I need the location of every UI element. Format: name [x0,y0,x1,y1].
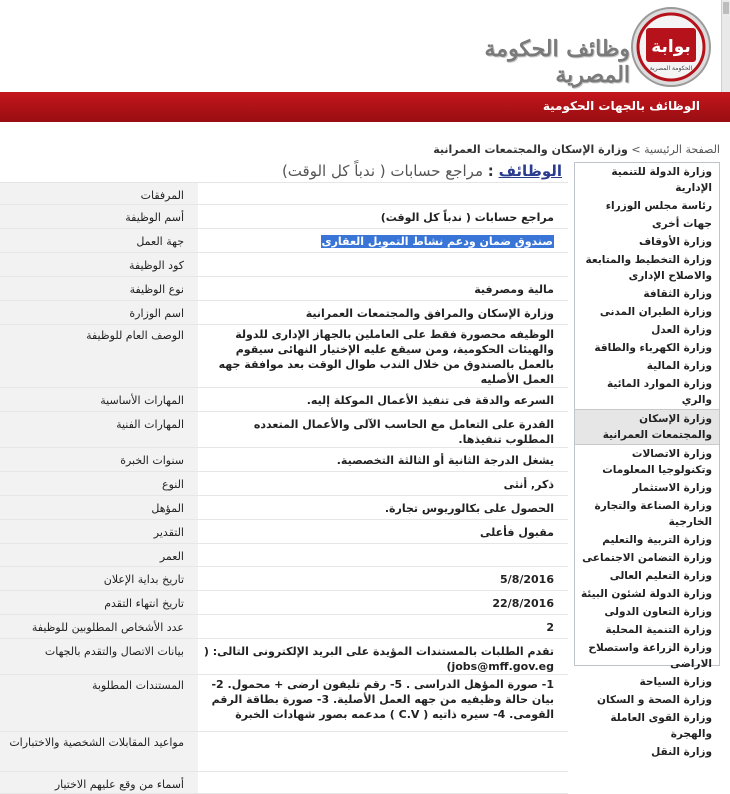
detail-value [198,543,568,566]
site-header [0,0,730,92]
detail-value: 5/8/2016 [198,566,568,590]
detail-value [198,771,568,793]
detail-label: المهارات الأساسية [0,387,198,411]
detail-label: مواعيد المقابلات الشخصية والاختبارات [0,731,198,771]
ministries-sidebar [574,162,720,758]
detail-row [0,566,568,590]
detail-row [0,614,568,638]
detail-value: 22/8/2016 [198,590,568,614]
detail-value: مراجع حسابات ( ندباً كل الوقت) [198,204,568,228]
detail-label: المرفقات [0,183,198,204]
detail-value [198,731,568,771]
logo-text: بوابة [651,37,691,57]
job-detail-panel [0,160,568,794]
breadcrumb-current: وزارة الإسكان والمجتمعات العمرانية [433,143,628,156]
sidebar-item[interactable]: وزارة العدل [651,324,712,336]
detail-value: وزارة الإسكان والمرافق والمجتمعات العمرانية [198,300,568,324]
sidebar-item[interactable]: وزارة الموارد المائية والري [606,378,712,406]
sidebar-item[interactable]: وزارة القوى العاملة والهجرة [610,712,712,740]
breadcrumb [433,143,720,156]
detail-label: عدد الأشخاص المطلوبين للوظيفة [0,614,198,638]
detail-row [0,638,568,674]
detail-row [0,674,568,731]
detail-label: التقدير [0,519,198,543]
detail-label: نوع الوظيفة [0,276,198,300]
detail-row [0,731,568,771]
highlighted-text[interactable]: صندوق ضمان ودعم نشاط التمويل العقارى [321,234,553,248]
sidebar-item[interactable]: جهات أخرى [652,218,712,230]
sidebar-item[interactable]: وزارة الدولة للتنمية الإدارية [611,166,712,194]
sidebar-item[interactable]: وزارة التعاون الدولى [604,606,712,618]
detail-value: مالية ومصرفية [198,276,568,300]
detail-value: يشغل الدرجة الثانية أو الثالثة التخصصية. [198,447,568,471]
breadcrumb-home-link[interactable]: الصفحة الرئيسية [644,143,720,156]
detail-label: المؤهل [0,495,198,519]
detail-value: مقبول فأعلى [198,519,568,543]
detail-value: ذكر, أنثى [198,471,568,495]
detail-row [0,411,568,447]
sidebar-item[interactable]: وزارة الزراعة واستصلاح الاراضى [588,642,712,670]
site-title: وظائف الحكومة المصرية [484,36,630,88]
sidebar-item[interactable]: وزارة التنمية المحلية [605,624,712,636]
logo-subtext: الحكومة المصرية [649,65,693,72]
sidebar-item[interactable]: وزارة المالية [646,360,712,372]
jobs-link[interactable]: الوظائف [498,162,562,180]
detail-label: العمر [0,543,198,566]
detail-label: المهارات الفنية [0,411,198,447]
section-title: الوظائف بالجهات الحكومية [542,99,700,113]
sidebar-item[interactable]: وزارة الطيران المدنى [599,306,712,318]
detail-row [0,228,568,252]
vertical-scrollbar[interactable] [721,0,730,92]
detail-label: سنوات الخبرة [0,447,198,471]
detail-row [0,252,568,276]
detail-row [0,204,568,228]
sidebar-item[interactable]: وزارة الدولة لشئون البيئة [580,588,712,600]
job-details-table [0,183,568,794]
title-separator: : [487,162,494,180]
detail-label: أسم الوظيفة [0,204,198,228]
sidebar-item[interactable]: وزارة التخطيط والمتابعة والاصلاح الإدارى [585,254,712,282]
sidebar-item[interactable]: وزارة السياحة [639,676,712,688]
detail-row [0,771,568,793]
detail-row [0,495,568,519]
detail-value [198,228,568,252]
sidebar-item[interactable]: وزارة الثقافة [643,288,712,300]
detail-row [0,183,568,204]
sidebar-item[interactable]: وزارة الاتصالات وتكنولوجيا المعلومات [602,448,712,476]
sidebar-item[interactable]: وزارة التضامن الاجتماعى [582,552,712,564]
detail-value: تقدم الطلبات بالمستندات المؤيدة على البريد الإلكترونى التالى: ( jobs@mff.gov.eg) [198,638,568,674]
detail-label: بيانات الاتصال والتقدم بالجهات [0,638,198,674]
detail-label: كود الوظيفة [0,252,198,276]
sidebar-item[interactable]: وزارة الصحة و السكان [597,694,712,706]
detail-value: الحصول على بكالوريوس تجارة. [198,495,568,519]
detail-value: 2 [198,614,568,638]
job-title: مراجع حسابات ( ندباً كل الوقت) [281,162,483,180]
breadcrumb-separator: > [631,143,641,156]
sidebar-item[interactable]: وزارة الكهرباء والطاقة [594,342,712,354]
detail-value [198,252,568,276]
portal-logo[interactable] [630,6,712,88]
sidebar-item[interactable]: وزارة التعليم العالى [609,570,712,582]
detail-row [0,387,568,411]
detail-row [0,324,568,387]
detail-value: 1- صورة المؤهل الدراسى . 5- رقم تليفون ارضى + محمول. 2- بيان حالة وظيفيه من جهه العمل الأصلية. 3- صورة بطاقة الرقم القومى. 4- سيره ذاتيه ( C.V ) مدعمه بصور شهادات الخبرة [198,674,568,731]
detail-value [198,183,568,204]
sidebar-item[interactable]: وزارة الإسكان والمجتمعات العمرانية [575,409,719,445]
detail-value: الوظيفه محصورة فقط على العاملين بالجهاز الإدارى للدولة والهيئات الحكومية، ومن سيقع عليه الإختيار النهائى سيقوم بالعمل بالصندوق من خلال الندب طوال الوقت بعد موافقة جهه العمل الأصليه [198,324,568,387]
detail-label: اسم الوزارة [0,300,198,324]
detail-label: الوصف العام للوظيفة [0,324,198,387]
detail-label: المستندات المطلوبة [0,674,198,731]
detail-label: تاريخ بداية الإعلان [0,566,198,590]
sidebar-item[interactable]: وزارة الأوقاف [638,236,712,248]
detail-label: جهة العمل [0,228,198,252]
detail-row [0,300,568,324]
sidebar-item[interactable]: وزارة التربية والتعليم [602,534,712,546]
detail-value: القدرة على التعامل مع الحاسب الآلى والأعمال المتعدده المطلوب تنفيذها. [198,411,568,447]
sidebar-item[interactable]: وزارة الصناعة والتجارة الخارجية [594,500,712,528]
detail-row [0,276,568,300]
detail-row [0,471,568,495]
detail-row [0,590,568,614]
detail-label: النوع [0,471,198,495]
detail-row [0,447,568,471]
job-title-bar [0,160,568,183]
detail-value: السرعه والدقة فى تنفيذ الأعمال الموكلة إليه. [198,387,568,411]
sidebar-item[interactable]: رئاسة مجلس الوزراء [605,200,712,212]
sidebar-item[interactable]: وزارة النقل [651,746,712,758]
detail-row [0,543,568,566]
detail-row [0,519,568,543]
detail-label: تاريخ انتهاء التقدم [0,590,198,614]
sidebar-item[interactable]: وزارة الاستثمار [632,482,712,494]
detail-label: أسماء من وقع عليهم الاختيار [0,771,198,793]
